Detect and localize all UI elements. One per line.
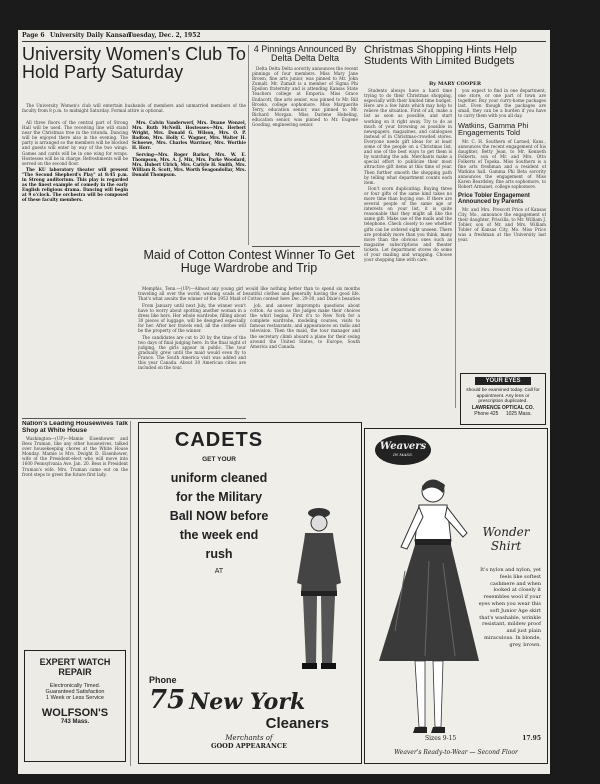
cadets-line1: uniform cleaned: [170, 471, 268, 485]
weavers-logo-text: Weavers: [379, 441, 427, 452]
maid-body-left: [138, 303, 246, 418]
christmas-headline: Christmas Shopping Hints Help Students With Limited Budgets: [364, 45, 517, 67]
masthead-rule: [22, 41, 546, 42]
price-body: Mr. and Mrs. Prescott Price of Kansas City, Mo., announce the engagement of their daughter, Priscilla, to Mr. William J. Tobler, son of Mr. and Mrs. William Tobler of Kansas City, Mo. Miss Price was a freshman at the University last year.: [458, 206, 546, 243]
page-number: Page 6: [22, 32, 45, 39]
woman-in-skirt-icon: [375, 471, 480, 741]
womens-club-body2: The KU laboratory theater will present "The Second Shepherd's Play" at 8:45 p.m. in Strong auditorium. This play is regarded as the finest example of comedy in the early English religious drama. Dancing will begin at 9 o'clock. The orchestra will be composed of these faculty members.: [22, 166, 128, 203]
weavers-sizes: Sizes 9-15: [425, 735, 457, 742]
eyes-ad-title: YOUR EYES: [475, 377, 531, 385]
womens-club-headline: University Women's Club To Hold Party Saturday: [22, 45, 246, 82]
maid-body3: job, and answer impromptu questions about cotton. As soon as the judges make their choices the whirl begins. First it's to New York for a complete wardrobe, modeling courses, visits to famous restaurants, and appearances on radio and television. Then the maid, the tour manager and the secretary climb aboard a plane for their swing around the United States, to Europe, South America and Canada.: [250, 303, 360, 349]
womens-club-serving: Serving—Mrs. Roger Barker, Mrs. W. E. Thompson, Mrs. A. J. Mix, Mrs. Parke Woodard, Mrs. Hubert Ulrich, Mrs. Carlyle H. Smith, Mrs. William R. Scott, Mrs. Worth Seagondollar, Mrs. Donald Thompson.: [132, 151, 246, 177]
cadets-line5: rush: [205, 547, 233, 561]
weavers-description: It's nylon and nylon, yet feels like softest cashmere and when looked at closely it resembles wool if your eyes when you wear this soft Junior Age skirt that's washable, wrinkle resistant, mildew proof and just plain miraculous. In blonde, grey, brown.: [478, 567, 541, 648]
weavers-logo: [375, 435, 431, 465]
vrule-col3: [455, 88, 456, 408]
maid-headline-block: [138, 249, 360, 283]
weavers-logo-sub: IN MASS.: [393, 452, 413, 457]
christmas-body-text2: Don't scorn duplicating. Buying three or four gifts of the same kind takes no more time than buying one. If there are several people of the same age or interests on your list, it is quite reasonable that they might all like the same gift. Make use of the mails and the telephone. Check closely to see whether gifts can be ordered sight unseen. There are probably more than you think, many more than the obvious ones such as magazine subscriptions and theater tickets. Let department stores do some of your mailing and wrapping. Choose your shopping time with care.: [364, 185, 452, 263]
weavers-ad: [364, 428, 548, 764]
maid-body-right: [250, 303, 360, 418]
womens-club-committee: Mrs. Calvin Vanderwerf, Mrs. Duane Wenzel, Mrs. Ruth McNeill. Hostesses—Mrs. Herbert Wright, Mrs. Donald G. Wilson, Mrs. O. P. Badton, Mrs. Holly C. Wagner, Mrs. Walter H. Schoewe, Mrs. Charles Warriner, Mrs. Worthie H. Horr.: [132, 120, 246, 151]
womens-club-lead: [22, 103, 246, 119]
maid-body4: The candidates are cut to 20 by the time of the two days of final judging here. In the final night of judging, the girls appear in public. The tour gradually grew until the maid would even fly to France. The South America visit was added and this year Canada. About 30 American cities are included on the tour.: [138, 334, 246, 371]
watch-ad-line2: REPAIR: [58, 667, 92, 677]
watkins-body: Mr. C. H. Southern of Larned, Kans., announces the recent engagement of his daughter, Betty Jean, to Mr. Kenneth Folkerts, son of Mr. and Mrs. Otto Folkerts of Topeka. Miss Southern is a fine arts freshman and a resident of Watkins hall. Gamma Phi Beta sorority announces the engagement of Miss Karen Beardsley, fine arts sophomore, to Robert Armanet, college sophomore.: [458, 138, 546, 190]
watch-ad-line5: 1 Week or Less Service: [46, 695, 104, 701]
christmas-headline-block: [364, 45, 546, 75]
watch-ad-line4: Guaranteed Satisfaction: [45, 689, 105, 695]
new-york-cleaners-ad: [138, 422, 362, 764]
lawrence-optical-ad: [460, 373, 546, 425]
eyes-ad-phone: Phone 425: [474, 410, 499, 417]
cadet-figure-icon: [289, 503, 349, 675]
womens-club-body1: All three floors of the central part of Strong Hall will be used. The receiving line will stand near the Christmas tree in the rotunda. Dancing will be enjoyed there also in the evening. The party is arranged so the members will be blocked and guests will enter by way of the two wings. Games and cards will be in one wing for wraps. Hostesses will be in charge. Refreshments will be served on the second floor.: [22, 120, 128, 166]
cleaners-tagline2: GOOD APPEARANCE: [210, 742, 288, 750]
maid-body2: From January until next July, the winner won't have to worry about spotting another woman in a dress like hers. Her whole wardrobe, filling about 30 pieces of luggage, will be designed especially for her. After her travels end, all the clothes will be the property of the winner.: [138, 303, 246, 334]
vrule-col2: [248, 45, 249, 245]
cadets-at: AT: [214, 568, 224, 575]
nation-headline: Nation's Leading Housewives Talk Shop at White House: [22, 421, 128, 434]
rule-col1: [22, 418, 246, 419]
maid-lead-text: Memphis, Tenn.—(UP)—Almost any young girl would like nothing better than to spend six months traveling all over the world, wearing scads of beautiful clothes and generally having the good life. That's what awaits the winner of the 1953 Maid of Cotton contest here Dec. 29-30, and Dixie's beauties: [138, 286, 360, 301]
watch-ad-line1: EXPERT WATCH: [39, 657, 111, 667]
watch-ad-line3: Electronically Timed.: [49, 683, 101, 689]
cleaners-phone-label: Phone: [149, 675, 177, 685]
weavers-footer: Weaver's Ready-to-Wear — Second Floor: [394, 749, 518, 756]
cadets-get-your: GET YOUR: [202, 456, 236, 463]
cadets-line4: the week end: [179, 528, 259, 542]
vrule-col1: [130, 421, 131, 766]
price-headline: Price Tobler Engagement Announced by Parents: [458, 192, 530, 205]
nation-story: [22, 421, 128, 646]
tri-delta-body: Delta Delta Delta sorority announces the recent pinnings of four members. Miss Mary Jane Brown, fine arts junior, was pinned to Mr. John Zumalt. Mr. Zumalt is a member of Sigma Phi Epsilon fraternity and is attending Kansas State Teachers college at Emporia. Miss Grace Endacott, fine arts senior, was pinned to Mr. Bill Brooks, college sophomore. Miss Marguerite Terry, education senior, was pinned to Mr. Richard Morgan. Miss Darlene Hebeling, education senior, was pinned to Mr. Eugene Gooding, engineering senior.: [252, 66, 358, 128]
weavers-price: 17.95: [522, 735, 541, 742]
rule-tri-delta: [252, 246, 360, 247]
cleaners-name: New York: [189, 689, 306, 715]
womens-club-body-left: [22, 120, 128, 415]
masthead: [18, 30, 550, 42]
paper-name: University Daily Kansan: [50, 32, 131, 39]
newspaper-page: [18, 30, 550, 774]
cleaners-phone-number: 75: [149, 685, 186, 715]
issue-date: Tuesday, Dec. 2, 1952: [128, 32, 201, 39]
weavers-wonder: Wonder: [482, 525, 530, 539]
weavers-shirt: Shirt: [490, 539, 522, 553]
womens-club-lead-text: The University Women's club will entertain husbands of members and unmarried members of the faculty from 8 p.m. to midnight Saturday. Formal attire is optional.: [22, 103, 246, 114]
cadets-line2: for the Military: [175, 490, 263, 504]
christmas-byline: By MARY COOPER: [428, 81, 481, 87]
christmas-overflow: you expect to find in one department, one store, or one part of town are together. Buy your curry-home packages last. Even though the packages are small, they can be a burden if you have to carry them with you all day.: [458, 88, 546, 119]
cadets-line3: Ball NOW before: [169, 509, 269, 523]
cleaners-tagline: Merchants of: [225, 734, 273, 742]
tri-delta-story: [252, 45, 358, 245]
womens-club-headline-block: [22, 45, 246, 101]
eyes-ad-name: LAWRENCE OPTICAL CO.: [471, 404, 535, 411]
cadets-title: CADETS: [174, 429, 264, 451]
maid-lead: [138, 286, 360, 301]
wolfsons-watch-ad: [24, 650, 126, 762]
cleaners-name2: Cleaners: [265, 715, 329, 732]
eyes-ad-text: should be examined today. Call for appointment. Any lens or prescription duplicated.: [466, 388, 540, 405]
christmas-body: [364, 88, 452, 423]
maid-headline: Maid of Cotton Contest Winner To Get Huge Wardrobe and Trip: [143, 249, 355, 275]
engagements-column: [458, 88, 546, 368]
christmas-body-text: Students always have a hard time trying to do their Christmas shopping, especially with their limited time budget. Here are a few hints which may help to relieve the situation. First of all, make a list as soon as possible, and start working on it right away. Try to do as much of your browsing as possible in newspapers, magazines, and catalogues instead of in Christmas-crowded stores. Everyone needs gift ideas for at least some of the people on a Christmas list, and one of the best ways to get them is by watching the ads. Merchants make a special effort to publicize their most attractive gift items at this time of year. Then further smooth the shopping path by telling what department counts each item.: [364, 88, 452, 185]
watch-ad-store-name: WOLFSON'S: [41, 707, 109, 719]
watch-ad-address: 743 Mass.: [60, 719, 90, 725]
nation-body: Washington—(UP)—Mamie Eisenhower and Bess Truman, like any other housewives, talked over housekeeping chores at the White House Monday. Mamie is Mrs. Dwight D. Eisenhower, wife of the President-elect who will move into 1600 Pennsylvania Ave. Jan. 20. Bess is President Truman's wife. Mrs. Truman came out on the front steps to greet the future first lady.: [22, 436, 128, 477]
eyes-ad-address: 1025 Mass.: [505, 410, 532, 417]
tri-delta-headline: 4 Pinnings Announced By Delta Delta Delta: [253, 45, 357, 63]
watkins-headline: Watkins, Gamma Phi Engagements Told: [458, 120, 529, 138]
